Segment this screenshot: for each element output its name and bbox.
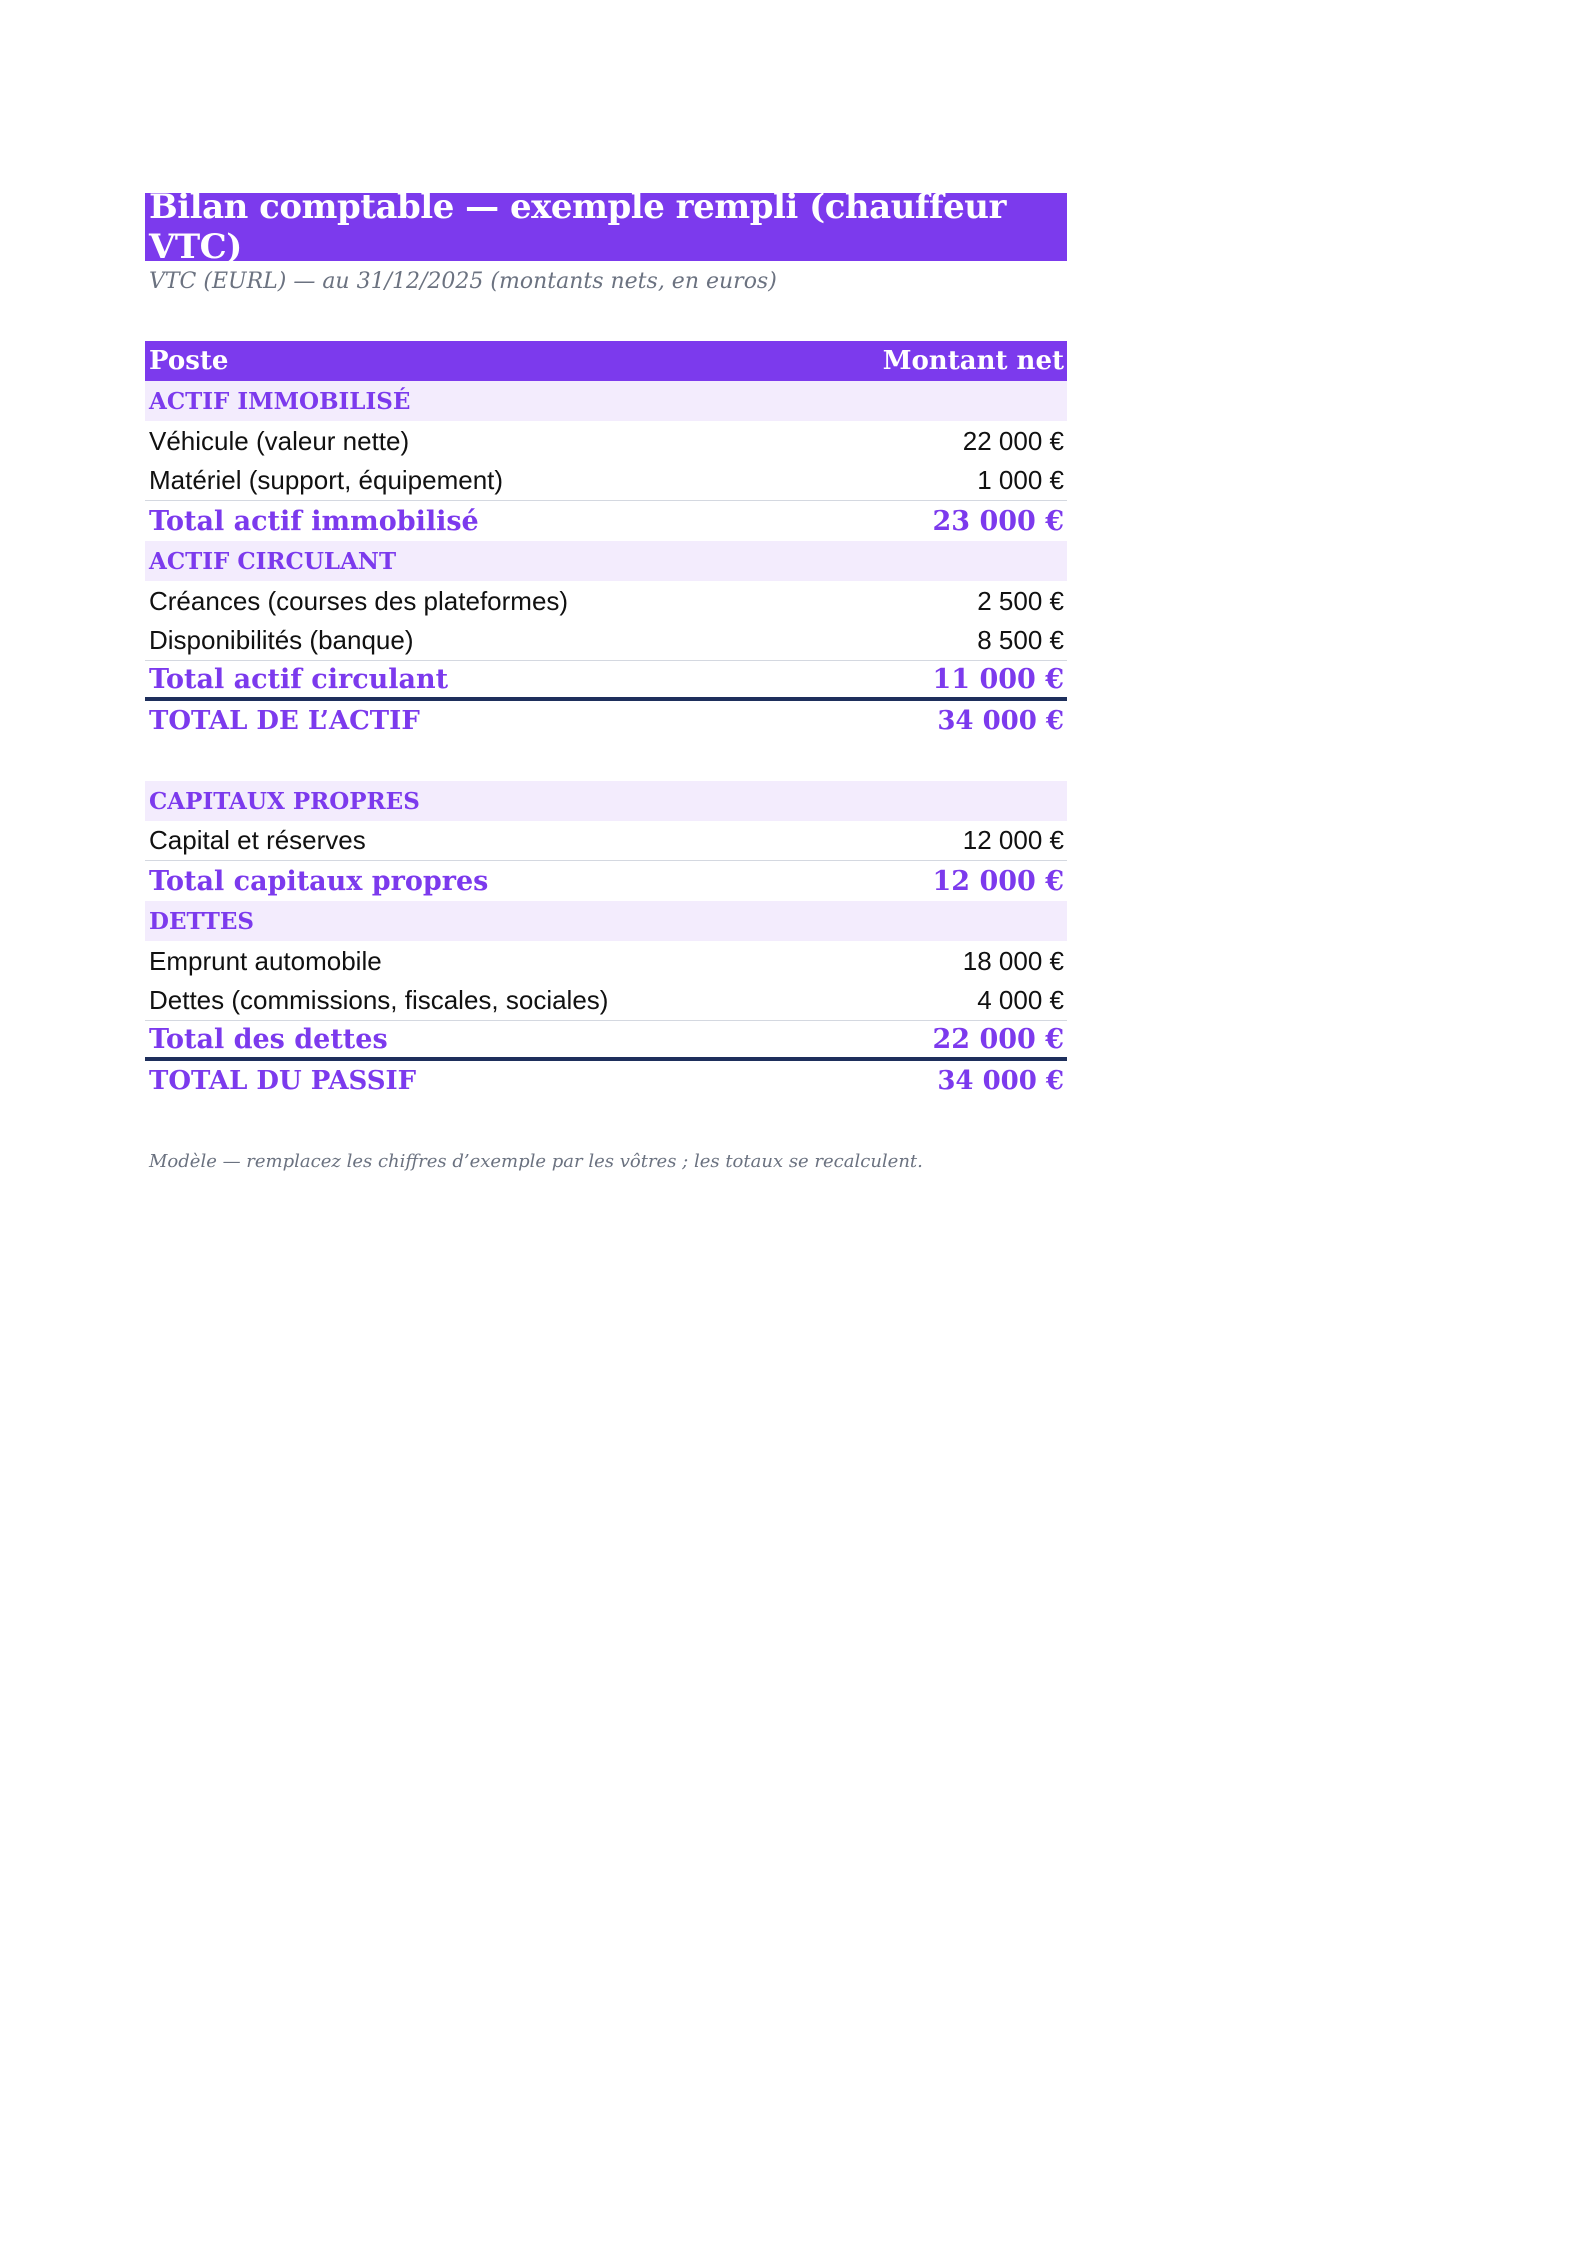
total-capitaux-propres (145, 861, 1067, 901)
header-poste: Poste (149, 346, 229, 376)
total-value: 12 000 € (932, 865, 1064, 897)
total-label: Total des dettes (149, 1023, 388, 1055)
header-montant: Montant net (882, 346, 1064, 376)
table-header (145, 341, 1067, 381)
total-actif-circulant (145, 661, 1067, 701)
total-label: Total capitaux propres (149, 865, 489, 897)
total-label: Total actif circulant (149, 663, 449, 695)
total-value: 22 000 € (932, 1023, 1064, 1055)
row-label: Créances (courses des plateformes) (149, 585, 569, 616)
row-value: 18 000 € (962, 945, 1064, 976)
section-gap (145, 741, 1067, 781)
balance-sheet (145, 187, 1067, 1172)
row-value: 8 500 € (977, 625, 1064, 655)
grand-total-value: 34 000 € (937, 706, 1064, 736)
row-value: 22 000 € (962, 425, 1064, 456)
row-value: 12 000 € (962, 825, 1064, 855)
row-label: Capital et réserves (149, 825, 366, 855)
row-label: Dettes (commissions, fiscales, sociales) (149, 985, 609, 1015)
section-actif-circulant (145, 541, 1067, 581)
total-value: 11 000 € (932, 663, 1064, 695)
section-label: CAPITAUX PROPRES (149, 787, 420, 815)
table-row (145, 821, 1067, 861)
page-title: Bilan comptable — exemple rempli (chauffeur VTC) (149, 187, 1006, 267)
total-actif-immobilise (145, 501, 1067, 541)
total-dettes (145, 1021, 1067, 1061)
grand-total-passif (145, 1061, 1067, 1101)
total-label: Total actif immobilisé (149, 505, 479, 537)
section-dettes (145, 901, 1067, 941)
section-label: ACTIF IMMOBILISÉ (149, 387, 411, 415)
row-label: Véhicule (valeur nette) (149, 425, 410, 456)
section-label: DETTES (149, 907, 255, 935)
grand-total-label: TOTAL DU PASSIF (149, 1066, 417, 1096)
footer-note: Modèle — remplacez les chiffres d’exemple par les vôtres ; les totaux se recalculent. (149, 1151, 923, 1172)
table-row (145, 981, 1067, 1021)
section-actif-immobilise (145, 381, 1067, 421)
row-value: 2 500 € (977, 585, 1064, 616)
grand-total-label: TOTAL DE L’ACTIF (149, 706, 420, 736)
table-row (145, 461, 1067, 501)
grand-total-value: 34 000 € (937, 1066, 1064, 1096)
row-label: Disponibilités (banque) (149, 625, 414, 655)
table-row (145, 581, 1067, 621)
section-capitaux-propres (145, 781, 1067, 821)
table-row (145, 621, 1067, 661)
page-subtitle: VTC (EURL) — au 31/12/2025 (montants nets, en euros) (149, 269, 777, 294)
section-label: ACTIF CIRCULANT (149, 547, 397, 575)
row-label: Matériel (support, équipement) (149, 465, 504, 495)
total-value: 23 000 € (932, 505, 1064, 537)
row-value: 4 000 € (977, 985, 1064, 1015)
table-row (145, 421, 1067, 461)
row-label: Emprunt automobile (149, 945, 382, 976)
row-value: 1 000 € (977, 465, 1064, 495)
title-bar (145, 187, 1067, 267)
table-row (145, 941, 1067, 981)
grand-total-actif (145, 701, 1067, 741)
spacer (145, 301, 1067, 341)
